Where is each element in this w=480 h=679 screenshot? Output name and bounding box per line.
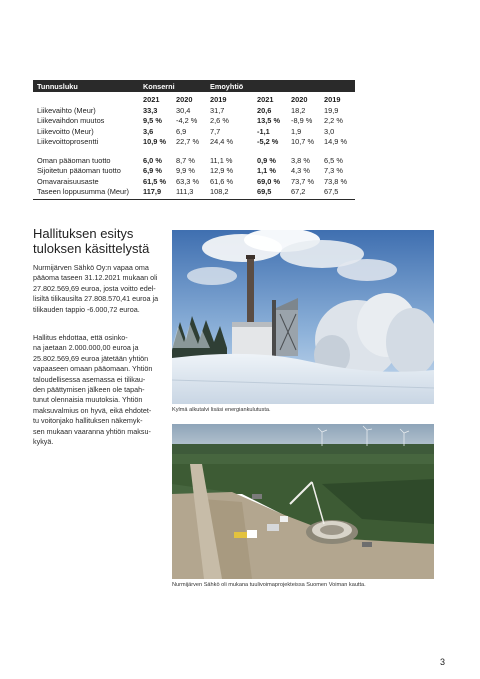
table-cell: 10,9 % <box>143 137 167 146</box>
table-cell: 73,7 % <box>291 176 315 186</box>
table-cell: 10,7 % <box>291 137 315 146</box>
table-cell: 1,1 % <box>257 166 276 175</box>
table-cell: 3,0 <box>324 126 335 136</box>
table-cell: 6,9 <box>176 126 187 136</box>
paragraph-line: tu voitonjako hallituksen näkemyk- <box>33 416 143 426</box>
header-emoyhtio: Emoyhtiö <box>210 82 244 91</box>
table-cell: 61,6 % <box>210 176 234 186</box>
row-label: Oman pääoman tuotto <box>37 155 111 165</box>
section-title-line: tuloksen käsittelystä <box>33 241 150 256</box>
photo-caption-1: Kylmä alkutalvi lisäsi energiankulutusta. <box>172 407 271 413</box>
wind-site-photo <box>172 424 434 579</box>
photo-caption-2: Nurmijärven Sähkö oli mukana tuulivoimaprojekteissa Suomen Voiman kautta. <box>172 582 366 588</box>
paragraph-line: na jaetaan 2.000.000,00 euroa ja <box>33 343 139 353</box>
table-cell: 2,6 % <box>210 116 229 125</box>
year-header: 2019 <box>324 95 341 104</box>
header-tunnusluku: Tunnusluku <box>37 82 78 91</box>
year-header: 2020 <box>176 95 193 104</box>
paragraph-line: vapaaseen omaan pääomaan. Yhtiön <box>33 364 153 374</box>
table-cell: 117,9 <box>143 187 162 196</box>
table-cell: 7,7 <box>210 126 221 136</box>
table-cell: 3,8 % <box>291 155 310 165</box>
table-row <box>33 137 355 148</box>
paragraph-equity <box>33 263 168 315</box>
paragraph-line: tilikauden tappio -6.000,72 euroa. <box>33 304 140 314</box>
table-cell: 9,5 % <box>143 116 162 125</box>
power-plant-image <box>172 230 434 404</box>
section-title-line: Hallituksen esitys <box>33 226 134 241</box>
table-cell: 67,5 <box>324 187 339 196</box>
year-header: 2020 <box>291 95 308 104</box>
table-cell: 18,2 <box>291 105 306 115</box>
table-cell: 67,2 <box>291 187 306 196</box>
table-cell: 6,9 % <box>143 166 162 175</box>
paragraph-line: lisiltä tilikausilta 27.808.570,41 euroa ja <box>33 294 159 304</box>
table-cell: 61,5 % <box>143 176 167 186</box>
paragraph-line: kykyä. <box>33 437 54 447</box>
table-cell: 3,6 <box>143 126 154 136</box>
table-cell: 30,4 <box>176 105 191 115</box>
table-row <box>33 177 355 188</box>
table-bottom-rule <box>33 199 355 200</box>
year-header: 2021 <box>257 95 274 104</box>
table-header <box>33 80 355 92</box>
table-cell: -1,1 <box>257 126 270 136</box>
table-cell: 22,7 % <box>176 137 200 146</box>
table-row <box>33 127 355 138</box>
paragraph-line: 27.802.569,69 euroa, josta voitto edel- <box>33 283 156 293</box>
table-cell: 6,5 % <box>324 155 343 165</box>
power-plant-photo <box>172 230 434 404</box>
section-title <box>33 226 173 256</box>
table-cell: 69,5 <box>257 187 272 196</box>
table-cell: 108,2 <box>210 187 229 196</box>
table-cell: -8,9 % <box>291 116 313 125</box>
table-cell: 2,2 % <box>324 116 343 125</box>
wind-site-image <box>172 424 434 579</box>
table-cell: 7,3 % <box>324 166 343 175</box>
table-cell: 24,4 % <box>210 137 234 146</box>
table-cell: 9,9 % <box>176 166 195 175</box>
year-header: 2019 <box>210 95 227 104</box>
paragraph-line: Hallitus ehdottaa, että osinko- <box>33 333 128 342</box>
table-row <box>33 106 355 117</box>
row-label: Liikevaihdon muutos <box>37 116 105 125</box>
table-cell: 1,9 <box>291 126 302 136</box>
table-cell: 63,3 % <box>176 176 200 186</box>
table-cell: 4,3 % <box>291 166 310 175</box>
table-cell: 20,6 <box>257 105 272 115</box>
year-row <box>33 95 355 106</box>
row-label: Omavaraisuusaste <box>37 176 99 186</box>
table-cell: -4,2 % <box>176 116 198 125</box>
row-label: Taseen loppusumma (Meur) <box>37 187 130 196</box>
paragraph-line: Nurmijärven Sähkö Oy:n vapaa oma <box>33 263 149 272</box>
table-cell: 19,9 <box>324 105 339 115</box>
paragraph-line: tunut olennaisia muutoksia. Yhtiön <box>33 395 143 405</box>
table-row <box>33 187 355 198</box>
table-cell: 11,1 % <box>210 155 233 165</box>
table-cell: 12,9 % <box>210 166 234 175</box>
table-cell: 0,9 % <box>257 155 276 165</box>
key-figures-table <box>33 80 355 200</box>
table-cell: 13,5 % <box>257 116 281 125</box>
paragraph-dividend <box>33 333 168 447</box>
row-label: Liikevoittoprosentti <box>37 137 99 146</box>
row-label: Liikevoitto (Meur) <box>37 126 94 136</box>
table-cell: 14,9 % <box>324 137 348 146</box>
year-header: 2021 <box>143 95 160 104</box>
table-cell: 73,8 % <box>324 176 348 186</box>
paragraph-line: sen mukaan vaaranna yhtiön maksu- <box>33 426 151 436</box>
table-cell: 6,0 % <box>143 155 162 165</box>
row-label: Sijoitetun pääoman tuotto <box>37 166 121 175</box>
paragraph-line: 25.802.569,69 euroa jätetään yhtiön <box>33 353 149 363</box>
row-label: Liikevaihto (Meur) <box>37 105 96 115</box>
table-cell: 31,7 <box>210 105 225 115</box>
table-cell: -5,2 % <box>257 137 279 146</box>
table-row <box>33 166 355 177</box>
table-row <box>33 116 355 127</box>
table-group-2 <box>33 156 355 198</box>
table-group-1 <box>33 106 355 148</box>
table-row <box>33 156 355 167</box>
paragraph-line: maksuvalmius on hyvä, eikä ehdotet- <box>33 405 152 415</box>
header-konserni: Konserni <box>143 82 175 91</box>
paragraph-line: den päättymisen jälkeen ole tapah- <box>33 385 145 395</box>
table-cell: 33,3 <box>143 105 158 115</box>
page-number: 3 <box>440 657 446 667</box>
paragraph-line: pääoma taseen 31.12.2021 mukaan oli <box>33 273 158 283</box>
paragraph-line: taloudellisessa asemassa ei tilikau- <box>33 374 146 384</box>
table-cell: 69,0 % <box>257 176 281 186</box>
table-cell: 8,7 % <box>176 155 195 165</box>
table-cell: 111,3 <box>176 187 194 196</box>
